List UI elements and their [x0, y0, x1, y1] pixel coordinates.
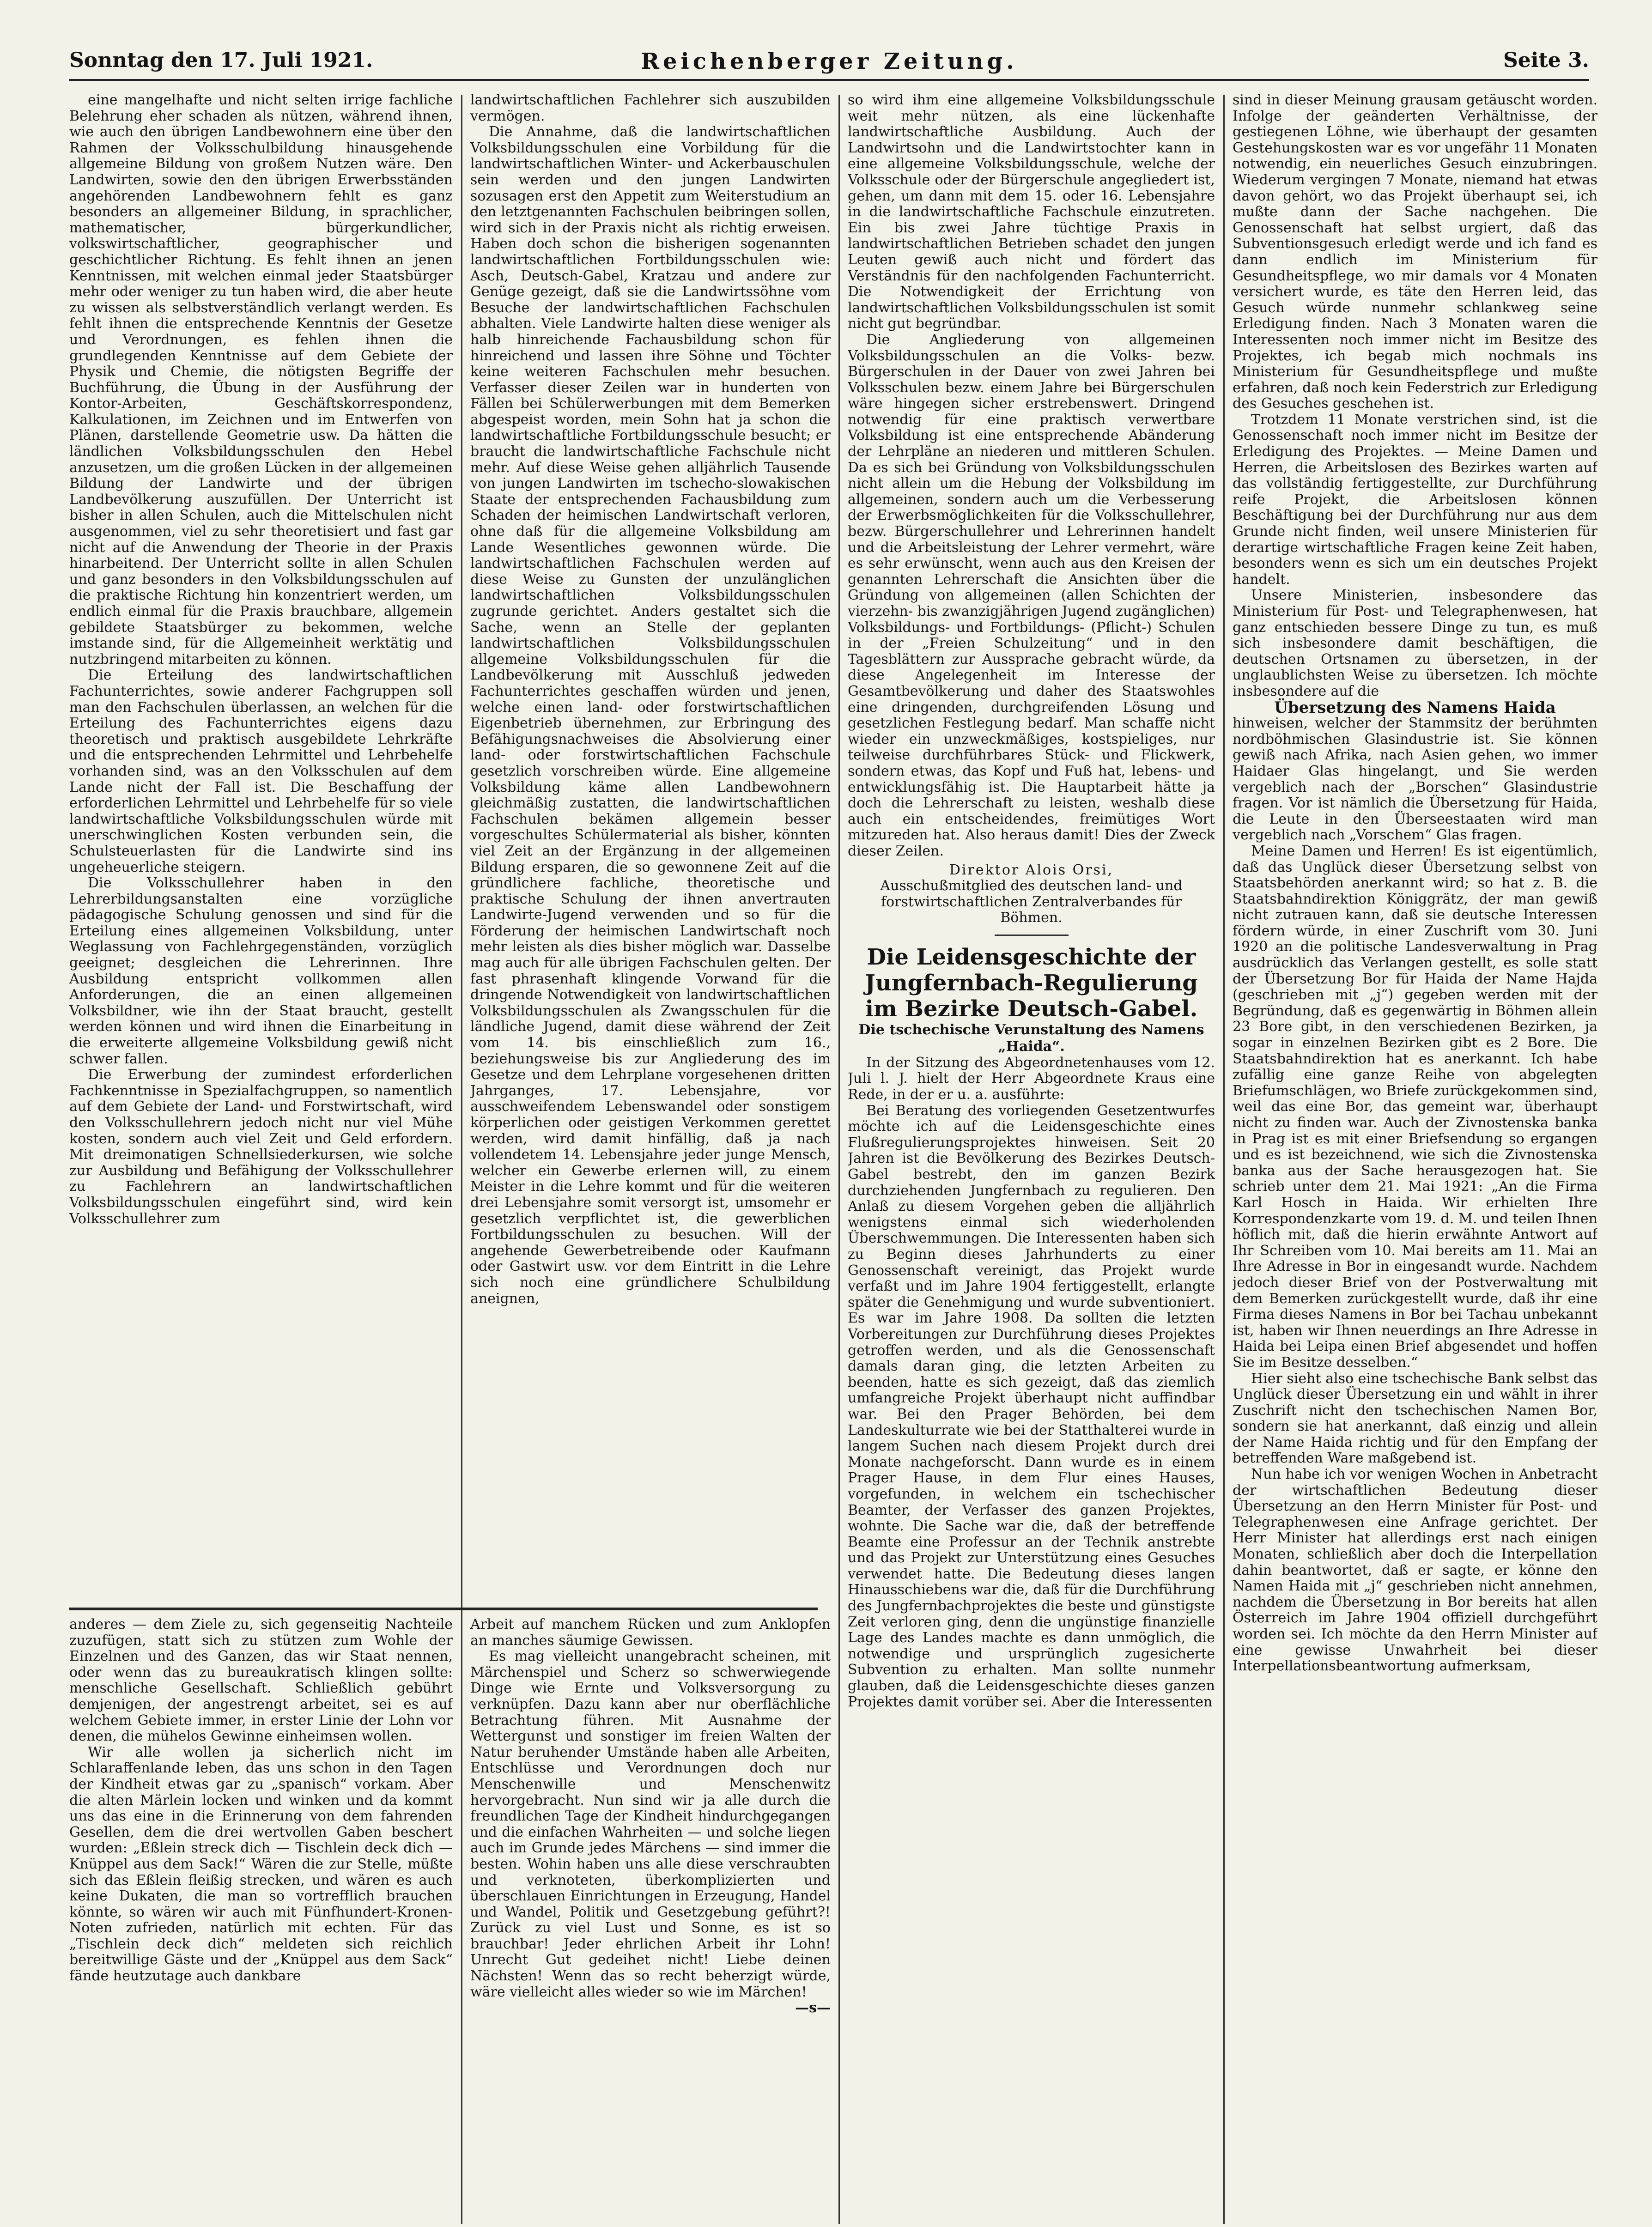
- section-title: Übersetzung des Namens Haida: [1274, 698, 1556, 717]
- article-subheadline: Die tschechische Verunstaltung des Namens „Haida“.: [858, 1021, 1204, 1055]
- paragraph: Die Erwerbung der zumindest erforderlichen Fachkenntnisse in Spezialfachgruppen, so namentlich auf dem Gebiete der Land- und Forstwirtschaft, wird den Volksschullehrern jedoch nicht nur viel Mühe kosten, sondern auch viel Zeit und Geld erfordern. Mit dreimonatigen Schnellsiederkursen, wie solche zur Ausbildung und Befähigung der Volksschullehrer zu Fachlehrern an landwirtschaftlichen Volksbildungsschulen eingeführt sind, wird kein Volksschullehrer zum: [69, 1067, 453, 1227]
- paragraph: eine mangelhafte und nicht selten irrige fachliche Belehrung eher schaden als nützen, während ihnen, wie auch den übrigen Landbewohnern eine über den Rahmen der Volksschulbildung hinausgehende allgemeine Bildung von großem Nutzen wäre. Den Landwirten, sowie den den übrigen Erwerbsständen angehörenden Landbewohnern fehlt es ganz besonders an allgemeiner Bildung, in sprachlicher, mathematischer, bürgerkundlicher, volkswirtschaftlicher, geographischer und geschichtlicher Richtung. Es fehlt ihnen an jenen Kenntnissen, mit welchen einmal jeder Staatsbürger mehr oder weniger zu tun haben wird, die aber heute zu wissen als selbstverständlich verlangt werden. Es fehlt ihnen die entsprechende Kenntnis der Gesetze und Verordnungen, es fehlen ihnen die grundlegenden Kenntnisse auf dem Gebiete der Physik und Chemie, die nötigsten Begriffe der Buchführung, die Übung in der Ausführung der Kontor-Arbeiten, Geschäftskorrespondenz, Kalkulationen, im Zeichnen und im Entwerfen von Plänen, darstellende Geometrie usw. Da hätten die ländlichen Volksbildungsschulen den Hebel anzusetzen, um die großen Lücken in der allgemeinen Bildung der Landwirte und der übrigen Landbevölkerung auszufüllen. Der Unterricht ist bisher in allen Schulen, auch die Mittelschulen nicht ausgenommen, viel zu sehr theoretisiert und fast gar nicht auf die Anwendung der Theorie in der Praxis hinarbeitend. Der Unterricht sollte in allen Schulen und ganz besonders in den Volksbildungsschulen auf die praktische Richtung hin konzentriert werden, um endlich einmal für die Praxis brauchbare, allgemein gebildete Staatsbürger zu bekommen, welche imstande sind, für die Allgemeinheit werktätig und nutzbringend mitarbeiten zu können.: [69, 92, 453, 667]
- article-column-1: [69, 92, 453, 1603]
- paragraph: Meine Damen und Herren! Es ist eigentümlich, daß das Unglück dieser Übersetzung selbst von Staatsbehörden anerkannt wird; so hat z. B. die Staatsbahndirektion Königgrätz, der man gewiß nicht zutrauen kann, daß sie deutsche Interessen fördern würde, in einer Zuschrift vom 30. Juni 1920 an die politische Landesverwaltung in Prag ausdrücklich das Verlangen gestellt, es solle statt der Übersetzung Bor für Haida der Name Hajda (geschrieben mit „j“) gegeben werden mit der Begründung, daß es gegenwärtig in Böhmen allein 23 Bore gibt, in den verschiedenen Bezirken, ja sogar in einzelnen Bezirken gibt es 2 Bore. Die Staatsbahndirektion hat es anerkannt. Ich habe zufällig eine ganze Reihe von abgelegten Briefumschlägen, wo Briefe zurückgekommen sind, weil das eine Bor, das gemeint war, überhaupt nicht zu finden war. Auch der Zivnostenska banka in Prag ist es mit einer Briefsendung so ergangen und es ist bezeichnend, wie sich die Zivnostenska banka aus der Sache herausgezogen hat. Sie schrieb unter dem 21. Mai 1921: „An die Firma Karl Hosch in Haida. Wir erhielten Ihre Korrespondenzkarte vom 19. d. M. und teilen Ihnen höflich mit, daß die hierin erwähnte Antwort auf Ihr Schreiben vom 10. Mai bereits am 11. Mai an Ihre Adresse in Bor in eingesandt wurde. Nachdem jedoch dieser Brief von der Postverwaltung mit dem Bemerken zurückgestellt wurde, daß ihr eine Firma dieses Namens in Bor bei Tachau unbekannt ist, haben wir Ihnen neuerdings an Ihre Adresse in Haida bei Leipa einen Brief abgesendet und hoffen Sie im Besitze desselben.“: [1233, 843, 1597, 1371]
- signature-author: Direktor Alois Orsi,: [949, 862, 1114, 878]
- signature-affiliation: Ausschußmitglied des deutschen land- und forstwirtschaftlichen Zentralverbandes für Böhmen.: [880, 878, 1183, 926]
- paragraph: Trotzdem 11 Monate verstrichen sind, ist die Genossenschaft noch immer nicht im Besitze der Erledigung des Projektes. — Meine Damen und Herren, die Arbeitslosen des Bezirkes warten auf das vollständig fertiggestellte, zur Durchführung reife Projekt, die Arbeitslosen können Beschäftigung bei der Durchführung nur aus dem Grunde nicht finden, weil unsere Ministerien für derartige wirtschaftliche Fragen keine Zeit haben, besonders wenn es sich um ein deutsches Projekt handelt.: [1233, 411, 1597, 588]
- paragraph: hinweisen, welcher der Stammsitz der berühmten nordböhmischen Glasindustrie ist. Sie können gewiß nach Afrika, nach Asien gehen, wo immer Haidaer Glas hingelangt, und Sie werden vergeblich nach der „Borschen“ Glasindustrie fragen. Vor ist nämlich die Übersetzung für Haida, die Leute in den Überseestaaten wird man vergeblich nach „Vorschem“ Glas fragen.: [1233, 715, 1597, 843]
- paragraph: Die Erteilung des landwirtschaftlichen Fachunterrichtes, sowie anderer Fachgruppen soll man den Fachschulen überlassen, an welchen für die Erteilung des Fachunterrichtes eigens dazu theoretisch und praktisch ausgebildete Lehrkräfte und die entsprechenden Lehrmittel und Lehrbehelfe vorhanden sind, was an den Volksschulen auf dem Lande nicht der Fall ist. Die Beschaffung der erforderlichen Lehrmittel und Lehrbehelfe für so viele landwirtschaftliche Volksbildungsschulen würde mit unerschwinglichen Kosten verbunden sein, die Schulsteuerlasten für die Landwirte sind ins ungeheuerliche steigern.: [69, 667, 453, 875]
- feuilleton-signature: —s—: [795, 2000, 831, 2016]
- paragraph: Nun habe ich vor wenigen Wochen in Anbetracht der wirtschaftlichen Bedeutung dieser Übersetzung an den Herrn Minister für Post- und Telegraphenwesen eine Anfrage gerichtet. Der Herr Minister hat allerdings erst nach einigen Monaten, schließlich aber doch die Interpellation dahin beantwortet, daß er sagte, er könne den Namen Haida mit „j“ geschrieben nicht annehmen, nachdem die Übersetzung in Bor bereits hat allen Österreich im Jahre 1904 offiziell durchgeführt worden sei. Ich möchte da den Herrn Minister auf eine gewisse Unwahrheit bei dieser Interpellationsbeantwortung aufmerksam,: [1233, 1466, 1597, 1675]
- column-rule: [1223, 95, 1225, 2224]
- feuilleton-column-1: [69, 1617, 453, 2222]
- paragraph: In der Sitzung des Abgeordnetenhauses vom 12. Juli l. J. hielt der Herr Abgeordnete Kraus eine Rede, in der er u. a. ausführte:: [848, 1054, 1215, 1103]
- paragraph: Wir alle wollen ja sicherlich nicht im Schlaraffenlande leben, das uns schon in den Tagen der Kindheit etwas gar zu „spanisch“ vorkam. Aber die alten Märlein locken und winken und da kommt uns das eine in die Erinnerung von dem fahrenden Gesellen, dem die drei wertvollen Gaben beschert wurden: „Eßlein streck dich — Tischlein deck dich — Knüppel aus dem Sack!“ Wären die zur Stelle, müßte sich das Eßlein fleißig strecken, und wären es auch keine Dukaten, die man so vortrefflich brauchen könnte, so wären wir auch mit Fünfhundert-Kronen-Noten zufrieden, natürlich mit echten. Für das „Tischlein deck dich“ meldeten sich reichlich bereitwillige Gäste und der „Knüppel aus dem Sack“ fände heutzutage auch dankbare: [69, 1744, 453, 1984]
- paragraph: Unsere Ministerien, insbesondere das Ministerium für Post- und Telegraphenwesen, hat ganz entschieden bessere Dinge zu tun, es muß sich insbesondere damit beschäftigen, die deutschen Ortsnamen zu übersetzen, in der unglaublichsten Weise zu übersetzen. Ich möchte insbesondere auf die: [1233, 587, 1597, 699]
- paragraph: sind in dieser Meinung grausam getäuscht worden. Infolge der geänderten Verhältnisse, der gestiegenen Löhne, wie überhaupt der gesamten Gestehungskosten war es vor ungefähr 11 Monaten notwendig, ein neuerliches Gesuch einzubringen. Wiederum vergingen 7 Monate, niemand hat etwas davon gehört, wo das Projekt überhaupt sei, ich mußte dann der Sache nachgehen. Die Genossenschaft hat selbst urgiert, daß das Subventionsgesuch erledigt werde und ich fand es dann endlich im Ministerium für Gesundheitspflege, wo mir damals vor 4 Monaten versichert wurde, es täte den Herren leid, das Gesuch würde nunmehr schlankweg seine Erledigung finden. Nach 3 Monaten waren die Interessenten noch immer nicht im Besitze des Projektes, ich begab mich nochmals ins Ministerium für Gesundheitspflege und mußte erfahren, daß noch kein Federstrich zur Erledigung des Gesuches geschehen ist.: [1233, 92, 1597, 412]
- article-headline: Die Leidensgeschichte der Jungfernbach-Regulierung im Bezirke Deutsch-Gabel.: [865, 944, 1198, 1022]
- paragraph: Die Angliederung von allgemeinen Volksbildungsschulen an die Volks- bezw. Bürgerschulen in der Dauer von zwei Jahren bei Volksschulen bezw. einem Jahre bei Bürgerschulen wäre hingegen sicher erstrebenswert. Dringend notwendig für eine praktisch verwertbare Volksbildung ist eine entsprechende Abänderung der Lehrpläne an niederen und mittleren Schulen. Da es sich bei Gründung von Volksbildungsschulen nicht allein um die Hebung der Volksbildung im allgemeinen, sondern auch um die Verbesserung der Erwerbsmöglichkeiten für die Volksschullehrer, bezw. Bürgerschullehrer und Lehrerinnen handelt und die Arbeitsleistung der Lehrer vermehrt, wäre es sehr erwünscht, wenn auch aus den Kreisen der genannten Lehrerschaft die Ansichten über die Gründung von allgemeinen (allen Schichten der vierzehn- bis zwanzigjährigen Jugend zugänglichen) Volksbildungs- und Fortbildungs- (Pflicht-) Schulen in der „Freien Schulzeitung“ und in den Tagesblättern zur Aussprache gebracht würde, da diese Angelegenheit im Interesse der Gesamtbevölkerung und daher des Staatswohles eine dringenden, durchgreifenden Lösung und gesetzlichen Festlegung bedarf. Man schaffe nicht wieder ein unzweckmäßiges, kostspieliges, nur teilweise durchführbares Stück- und Flickwerk, sondern etwas, das Kopf und Fuß hat, lebens- und entwicklungsfähig ist. Die Hauptarbeit hätte ja doch die Lehrerschaft zu leisten, weshalb diese auch ein entscheidendes, freimütiges Wort mitzureden hat. Also heraus damit! Dies der Zweck dieser Zeilen.: [848, 331, 1215, 859]
- paragraph: Arbeit auf manchem Rücken und zum Anklopfen an manches säumige Gewissen.: [470, 1617, 831, 1649]
- column-rule: [461, 95, 462, 2224]
- page-header: [69, 44, 1589, 81]
- paragraph: landwirtschaftlichen Fachlehrer sich auszubilden vermögen.: [470, 92, 831, 124]
- paragraph: Die Annahme, daß die landwirtschaftlichen Volksbildungsschulen eine Vorbildung für die landwirtschaftlichen Winter- und Ackerbauschulen sein werden und den jungen Landwirten sozusagen erst den Appetit zum Weiterstudium an den letztgenannten Fachschulen beibringen sollen, wird sich in der Praxis nicht als richtig erweisen. Haben doch schon die bisherigen sogenannten landwirtschaftlichen Fortbildungsschulen wie: Asch, Deutsch-Gabel, Kratzau und andere zur Genüge gezeigt, daß sie die Landwirtssöhne vom Besuche der landwirtschaftlichen Fachschulen abhalten. Viele Landwirte halten diese weniger als halb hinreichende Fachausbildung schon für hinreichend und lassen ihre Söhne und Töchter keine weiteren Fachschulen mehr besuchen. Verfasser dieser Zeilen war in hunderten von Fällen bei Schülerwerbungen mit dem Bemerken abgespeist worden, mein Sohn hat ja schon die landwirtschaftliche Fortbildungsschule besucht; er braucht die landwirtschaftliche Fachschule nicht mehr. Auf diese Weise gehen alljährlich Tausende von jungen Landwirten im tschecho-slowakischen Staate der entsprechenden Fachausbildung zum Schaden der heimischen Landwirtschaft verloren, ohne daß für die allgemeine Volksbildung am Lande Wesentliches gewonnen würde. Die landwirtschaftlichen Fachschulen werden auf diese Weise zu Gunsten der unzulänglichen landwirtschaftlichen Volksbildungsschulen zugrunde gerichtet. Anders gestaltet sich die Sache, wenn an Stelle der geplanten landwirtschaftlichen Volksbildungsschulen allgemeine Volksbildungsschulen für die Landbevölkerung mit Ausschluß jedweden Fachunterrichtes geschaffen würden und jenen, welche einen land- oder forstwirtschaftlichen Eigenbetrieb übernehmen, zur Erbringung des Befähigungsnachweises die Absolvierung einer land- oder forstwirtschaftlichen Fachschule gesetzlich vorschreiben würde. Eine allgemeine Volksbildung käme allen Landbewohnern gleichmäßig zustatten, die landwirtschaftlichen Fachschulen bekämen allgemein besser vorgeschultes Schülermaterial als bisher, könnten viel Zeit an der Ergänzung in der allgemeinen Bildung ersparen, die so gewonnene Zeit auf die gründlichere fachliche, theoretische und praktische Schulung der ihnen anvertrauten Landwirte-Jugend verwenden und so für die Förderung der heimischen Landwirtschaft noch mehr leisten als dies bisher möglich war. Dasselbe mag auch für alle übrigen Fachschulen gelten. Der fast phrasenhaft klingende Vorwand für die dringende Notwendigkeit von landwirtschaftlichen Volksbildungsschulen als Zwangsschulen für die ländliche Jugend, damit diese während der Zeit vom 14. bis einschließlich zum 16., beziehungsweise bis zur Angliederung des im Gesetze und dem Lehrplane vorgesehenen dritten Jahrganges, 17. Lebensjahre, vor ausschweifendem Lebenswandel oder sonstigem körperlichen oder geistigen Verkommen gerettet werden, wird damit hinfällig, daß ja nach vollendetem 14. Lebensjahre jeder junge Mensch, welcher ein Gewerbe erlernen will, zu einem Meister in die Lehre kommt und für die weiteren drei Lebensjahre somit versorgt ist, umsomehr er gesetzlich verpflichtet ist, die gewerblichen Fortbildungsschulen zu besuchen. Will der angehende Gewerbetreibende oder Kaufmann oder Gastwirt usw. vor dem Eintritt in die Lehre sich noch eine gründlichere Schulbildung aneignen,: [470, 124, 831, 1307]
- paragraph: so wird ihm eine allgemeine Volksbildungsschule weit mehr nützen, als eine lückenhafte landwirtschaftliche Ausbildung. Auch der Landwirtsohn und die Landwirtstochter kann in eine allgemeine Volksbildungsschule, welche der Volksschule oder der Bürgerschule angegliedert ist, gehen, um dann mit dem 15. oder 16. Lebensjahre in die landwirtschaftliche Fachschule einzutreten. Ein bis zwei Jahre tüchtige Praxis in landwirtschaftlichen Betrieben schadet den jungen Leuten gewiß auch nicht und fördert das Verständnis für den nachfolgenden Fachunterricht. Die Notwendigkeit der Errichtung von landwirtschaftlichen Volksbildungsschulen ist somit nicht gut begründbar.: [848, 92, 1215, 332]
- feuilleton-divider: [69, 1608, 818, 1610]
- article-column-3: [848, 92, 1215, 2222]
- header-date: Sonntag den 17. Juli 1921.: [69, 49, 373, 72]
- paragraph: Die Volksschullehrer haben in den Lehrerbildungsanstalten eine vorzügliche pädagogische Schulung genossen und sind für die Erteilung eines allgemeinen Volksbildung, unter Weglassung von Fachlehrgegenständen, vorzüglich geeignet; desgleichen die Lehrerinnen. Ihre Ausbildung entspricht vollkommen allen Anforderungen, die an einen allgemeinen Volksbildner, wie ihn der Staat braucht, gestellt werden können und wird ihnen die Einarbeitung in die erweiterte allgemeine Volksbildung gewiß nicht schwer fallen.: [69, 875, 453, 1067]
- paragraph: Hier sieht also eine tschechische Bank selbst das Unglück dieser Übersetzung ein und wählt in ihrer Zuschrift nicht den tschechischen Namen Bor, sondern sie hat anerkannt, daß einzig und allein der Name Haida richtig und für den Empfang der betreffenden Ware maßgebend ist.: [1233, 1370, 1597, 1467]
- feuilleton-column-2: [470, 1617, 831, 2222]
- page-number: Seite 3.: [1503, 49, 1589, 72]
- column-rule: [838, 95, 840, 2224]
- paragraph: anderes — dem Ziele zu, sich gegenseitig Nachteile zuzufügen, statt sich zu stützen zum Wohle der Einzelnen und des Ganzen, das wir Staat nennen, oder wenn das zu bureaukratisch klingen sollte: menschliche Gesellschaft. Schließlich gebührt demjenigen, der angestrengt arbeitet, sei es auf welchem Gebiete immer, in erster Linie der Lohn vor denen, die mühelos Gewinne einheimsen wollen.: [69, 1617, 453, 1745]
- separator-rule: [995, 934, 1069, 936]
- article-column-4: [1233, 92, 1597, 2222]
- paragraph: Es mag vielleicht unangebracht scheinen, mit Märchenspiel und Scherz so schwerwiegende Dinge wie Ernte und Volksversorgung zu verknüpfen. Dazu kann aber nur oberflächliche Betrachtung führen. Mit Ausnahme der Wettergunst und sonstiger im freien Walten der Natur beruhender Umstände haben alle Arbeiten, Entschlüsse und Verordnungen doch nur Menschenwille und Menschenwitz hervorgebracht. Nun sind wir ja alle durch die freundlichen Tage der Kindheit hindurchgegangen und die einfachen Wahrheiten — und solche liegen auch im Grunde jedes Märchens — sind immer die besten. Wohin haben uns alle diese verschraubten und verknoteten, überkomplizierten und überschlauen Einrichtungen in Erzeugung, Handel und Wandel, Politik und Gesetzgebung geführt?! Zurück zu viel Lust und Sonne, es ist so brauchbar! Jeder ehrlichen Arbeit ihr Lohn! Unrecht Gut gedeihet nicht! Liebe deinen Nächsten! Wenn das so recht beherzigt würde, wäre vielleicht alles wieder so wie im Märchen!: [470, 1648, 831, 2000]
- newspaper-title: Reichenberger Zeitung.: [641, 49, 1018, 74]
- paragraph: Bei Beratung des vorliegenden Gesetzentwurfes möchte ich auf die Leidensgeschichte eines Flußregulierungsprojektes hinweisen. Seit 20 Jahren ist die Bevölkerung des Bezirkes Deutsch-Gabel bestrebt, den im ganzen Bezirk durchziehenden Jungfernbach zu regulieren. Den Anlaß zu diesem Vorgehen geben die alljährlich wenigstens einmal sich wiederholenden Überschwemmungen. Die Interessenten haben sich zu Beginn dieses Jahrhunderts zu einer Genossenschaft vereinigt, das Projekt wurde verfaßt und im Jahre 1904 fertiggestellt, erlangte später die Genehmigung und wurde subventioniert. Es war im Jahre 1908. Da sollten die letzten Vorbereitungen zur Durchführung dieses Projektes getroffen werden, und als die Genossenschaft damals daran ging, die letzten Arbeiten zu beenden, hatte es sich gezeigt, daß das ziemlich umfangreiche Projekt überhaupt nicht auffindbar war. Bei den Prager Behörden, bei dem Landeskulturrate wie bei der Statthalterei wurde in langem Suchen nach diesem Projekt durch drei Monate nachgeforscht. Dann wurde es in einem Prager Hause, in dem Flur eines Hauses, vorgefunden, in welchem ein tschechischer Beamter, der Verfasser des ganzen Projektes, wohnte. Die Sache war die, daß der betreffende Beamte eine Professur an der Technik anstrebte und das Projekt zur Unterstützung eines Gesuches verwendet hatte. Die Bedeutung dieses langen Hinausschiebens war die, daß für die Durchführung des Jungfernbachprojektes die beste und günstigste Zeit verloren ging, denn die ungünstige finanzielle Lage des Landes machte es dann unmöglich, die notwendige und ursprünglich zugesicherte Subvention zu erhalten. Man sollte nunmehr glauben, daß die Leidensgeschichte dieses ganzen Projektes damit vorüber sei. Aber die Interessenten: [848, 1102, 1215, 1710]
- article-column-2: [470, 92, 831, 1603]
